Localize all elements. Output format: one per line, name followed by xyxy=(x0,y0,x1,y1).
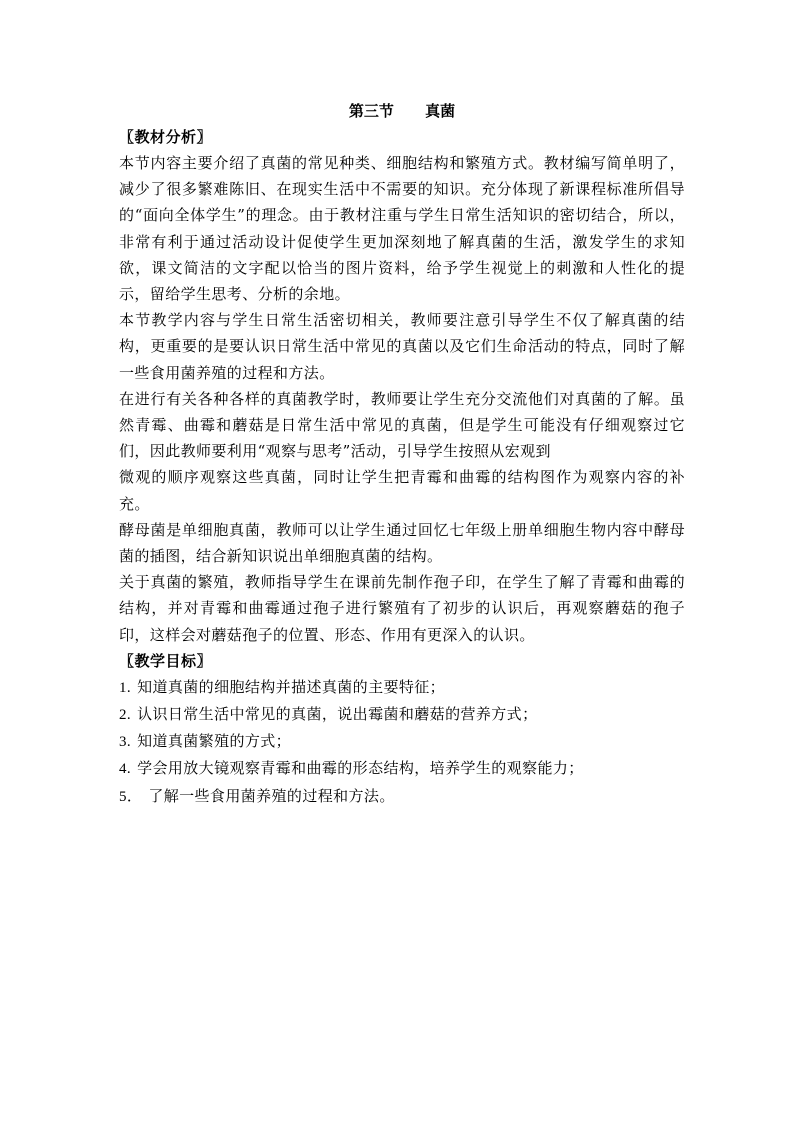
paragraph: 本节教学内容与学生日常生活密切相关，教师要注意引导学生不仅了解真菌的结构，更重要的是要认识日常生活中常见的真菌以及它们生命活动的特点，同时了解一些食用菌养殖的过程和方法。 xyxy=(119,311,685,382)
page-title: 第三节 真菌 xyxy=(348,102,456,120)
list-item-text: 知道真菌繁殖的方式； xyxy=(137,732,292,751)
list-item xyxy=(119,674,685,701)
list-item xyxy=(119,701,685,728)
list-item xyxy=(119,755,685,782)
list-item-text: 了解一些食用菌养殖的过程和方法。 xyxy=(148,786,395,805)
objectives-list xyxy=(119,674,685,810)
paragraph: 关于真菌的繁殖，教师指导学生在课前先制作孢子印，在学生了解了青霉和曲霉的结构，并对青霉和曲霉通过孢子进行繁殖有了初步的认识后，再观察蘑菇的孢子印，这样会对蘑菇孢子的位置、形态、作用有更深入的认识。 xyxy=(119,573,685,644)
list-item-number: 2. xyxy=(119,707,132,724)
paragraph: 微观的顺序观察这些真菌，同时让学生把青霉和曲霉的结构图作为观察内容的补充。 xyxy=(119,468,685,513)
list-item xyxy=(119,783,685,810)
list-item-text: 学会用放大镜观察青霉和曲霉的形态结构，培养学生的观察能力； xyxy=(137,759,584,778)
list-item-number: 1. xyxy=(119,679,132,696)
list-item-number: 3. xyxy=(119,734,132,751)
list-item-text: 知道真菌的细胞结构并描述真菌的主要特征； xyxy=(137,677,446,696)
list-item-number: 4. xyxy=(119,761,132,778)
paragraph: 本节内容主要介绍了真菌的常见种类、细胞结构和繁殖方式。教材编写简单明了，减少了很多繁难陈旧、在现实生活中不需要的知识。充分体现了新课程标准所倡导的“面向全体学生”的理念。由于教材注重与学生日常生活知识的密切结合，所以，非常有利于通过活动设计促使学生更加深刻地了解真菌的生活，激发学生的求知欲，课文简洁的文字配以恰当的图片资料，给予学生视觉上的刺激和人性化的提示，留给学生思考、分析的余地。 xyxy=(119,154,685,304)
paragraph: 在进行有关各种各样的真菌教学时，教师要让学生充分交流他们对真菌的了解。虽然青霉、曲霉和蘑菇是日常生活中常见的真菌，但是学生可能没有仔细观察过它们，因此教师要利用“观察与思考”活动，引导学生按照从宏观到 xyxy=(119,389,685,461)
section-heading-teaching-objectives: 〖教学目标〗 xyxy=(119,651,213,670)
list-item-number: 5． xyxy=(119,788,143,805)
list-item-text: 认识日常生活中常见的真菌，说出霉菌和蘑菇的营养方式； xyxy=(137,705,538,724)
paragraph: 酵母菌是单细胞真菌，教师可以让学生通过回忆七年级上册单细胞生物内容中酵母菌的插图，结合新知识说出单细胞真菌的结构。 xyxy=(119,520,685,566)
list-item xyxy=(119,728,685,755)
section-heading-textbook-analysis: 〖教材分析〗 xyxy=(119,128,213,146)
document-page xyxy=(119,98,685,810)
